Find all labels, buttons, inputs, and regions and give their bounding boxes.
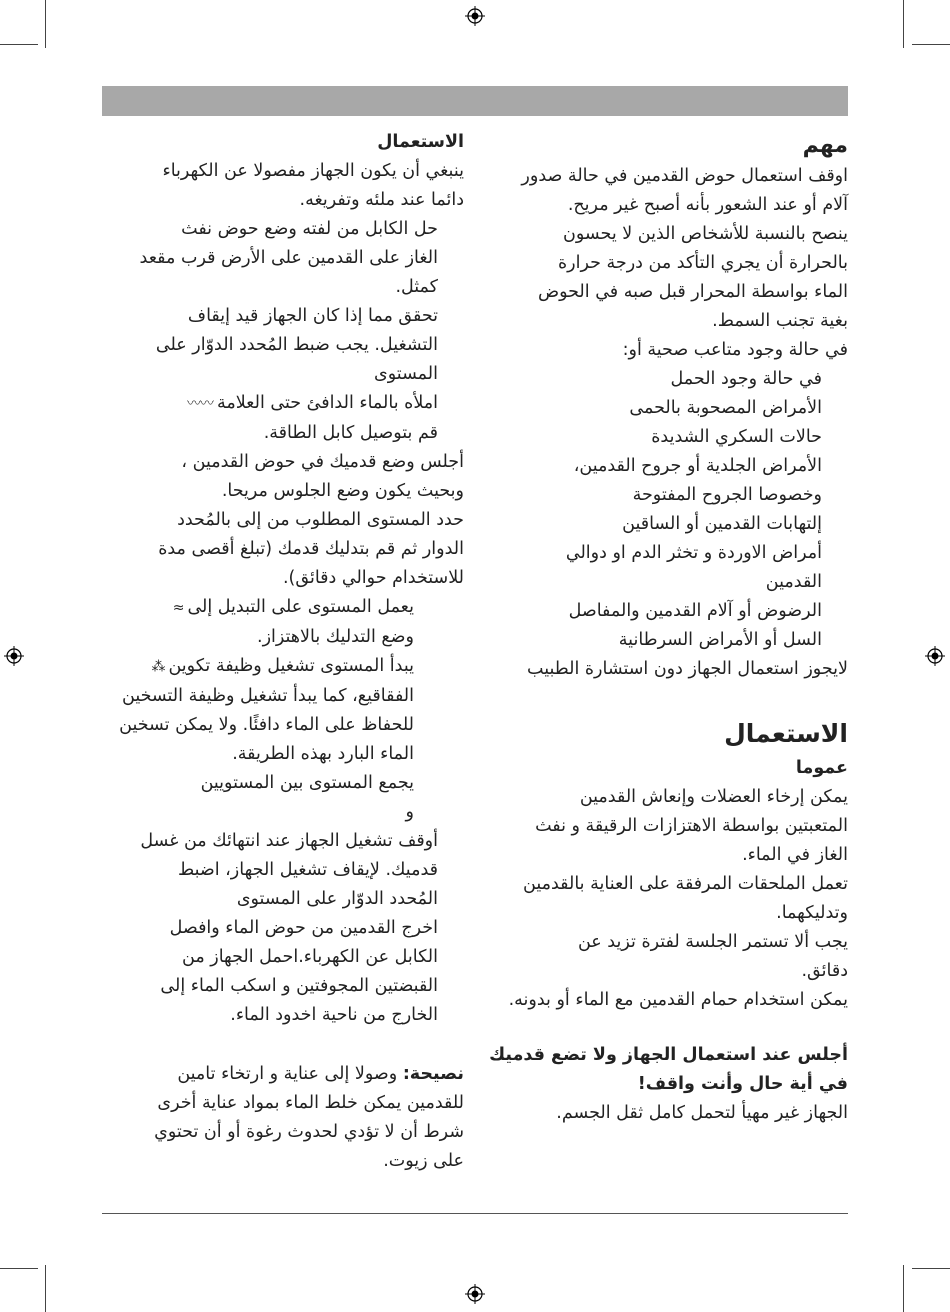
step-line: التشغيل. يجب ضبط المُحدد الدوّار على [155,335,438,355]
important-line: بغية تجنب السمط. [712,311,848,331]
massage-icon: ≈ [172,600,184,616]
level-line: الفقاقيع، كما يبدأ تشغيل وظيفة التسخين [122,686,414,706]
warning-body: الجهاز غير مهيأ لتحمل كامل ثقل الجسم. [556,1103,848,1123]
warning-line: في أية حال وأنت واقف! [637,1074,848,1094]
crop-mark [903,1265,904,1312]
level-line: وضع التدليك بالاهتزاز. [257,627,414,647]
general-line: يمكن إرخاء العضلات وإنعاش القدمين [579,787,848,807]
level-line: يجمع المستوى بين المستويين [200,773,414,793]
step-line: أجلس وضع قدميك في حوض القدمين ، [181,452,464,472]
important-line: اوقف استعمال حوض القدمين في حالة صدور [521,166,848,186]
tip-line [102,1060,464,1089]
registration-mark-icon [465,6,485,26]
step-line: القبضتين المجوفتين و اسكب الماء إلى [160,976,438,996]
crop-mark [912,44,950,45]
tip-text: وصولا إلى عناية و ارتخاء تامين [177,1064,398,1084]
step-line: الكابل عن الكهرباء.احمل الجهاز من [182,947,438,967]
general-line: تعمل الملحقات المرفقة على العناية بالقدمين [523,874,848,894]
right-column [488,130,848,1128]
step-line: تحقق مما إذا كان الجهاز قيد إيقاف [187,306,438,326]
general-line: يجب ألا تستمر الجلسة لفترة تزيد عن [577,932,848,952]
level-line [102,652,464,682]
left-column [102,128,464,1176]
level-line [102,593,464,623]
intro-line: دائما عند ملئه وتفريغه. [299,190,464,210]
level-text: يبدأ المستوى تشغيل وظيفة تكوين [168,656,414,676]
step-text: املأه بالماء الدافئ حتى العلامة [216,393,438,413]
important-line: ينصح بالنسبة للأشخاص الذين لا يحسون [563,224,848,244]
health-item: حالات السكري الشديدة [651,427,822,447]
health-item: إلتهابات القدمين أو الساقين [622,514,822,534]
step-line: وبحيث يكون وضع الجلوس مريحا. [221,481,464,501]
step-line: الغاز على القدمين على الأرض قرب مقعد [139,248,438,268]
crop-mark [0,1268,38,1269]
crop-mark [0,44,38,45]
health-item: القدمين [765,572,822,592]
general-title: عموما [795,758,848,778]
usage-title: الاستعمال [724,719,848,748]
step-line: الخارج من ناحية اخدود الماء. [230,1005,438,1025]
health-item: الأمراض المصحوبة بالحمى [629,398,822,418]
step-line: كمثل. [395,277,438,297]
wave-icon: 〰〰 [186,396,213,412]
crop-mark [912,1268,950,1269]
bubble-icon: ⁂ [151,659,165,675]
tip-line: على زيوت. [383,1151,464,1171]
step-line: اخرج القدمين من حوض الماء وافصل [169,918,438,938]
step-line: حل الكابل من لفته وضع حوض نفث [181,219,438,239]
warning-line: أجلس عند استعمال الجهاز ولا تضع قدميك [489,1045,848,1065]
step-line: قم بتوصيل كابل الطاقة. [263,423,438,443]
general-line: الغاز في الماء. [742,845,848,865]
crop-mark [45,0,46,48]
intro-line: ينبغي أن يكون الجهاز مفصولا عن الكهرباء [162,161,464,181]
important-title: مهم [802,133,848,158]
step-line: الدوار ثم قم بتدليك قدمك (تبلغ أقصى مدة [158,539,464,559]
health-item: في حالة وجود الحمل [670,369,822,389]
tip-label: نصيحة: [402,1064,464,1084]
level-line: و [405,802,414,822]
header-band [102,86,848,116]
step-line: قدميك. لإيقاف تشغيل الجهاز، اضبط [177,860,438,880]
health-item: الأمراض الجلدية أو جروح القدمين، [573,456,822,476]
tip-line: للقدمين يمكن خلط الماء بمواد عناية أخرى [157,1093,464,1113]
registration-mark-icon [925,646,945,666]
step-line: للاستخدام حوالي دقائق). [282,568,464,588]
important-line: الماء بواسطة المحرار قبل صبه في الحوض [537,282,848,302]
general-line: وتدليكهما. [776,903,848,923]
health-item: السل أو الأمراض السرطانية [618,630,822,650]
level-text: يعمل المستوى على التبديل إلى [187,597,414,617]
health-item: أمراض الاوردة و تخثر الدم او دوالي [565,543,822,563]
step-line: المُحدد الدوّار على المستوى [236,889,438,909]
registration-mark-icon [465,1284,485,1304]
level-line: للحفاظ على الماء دافئًا. ولا يمكن تسخين [119,715,414,735]
important-line: بالحرارة أن يجري التأكد من درجة حرارة [558,253,848,273]
crop-mark [903,0,904,48]
step-line: حدد المستوى المطلوب من إلى بالمُحدد [177,510,464,530]
tip-line: شرط أن لا تؤدي لحدوث رغوة أو أن تحتوي [154,1122,464,1142]
level-line: الماء البارد بهذه الطريقة. [232,744,414,764]
health-intro: في حالة وجود متاعب صحية أو: [622,340,848,360]
registration-mark-icon [4,646,24,666]
health-outro: لايجوز استعمال الجهاز دون استشارة الطبيب [527,659,848,679]
crop-mark [45,1265,46,1312]
general-line: دقائق. [801,961,848,981]
general-line: المتعبتين بواسطة الاهتزازات الرقيقة و نفث [535,816,848,836]
step-line: المستوى [374,364,438,384]
usage-title: الاستعمال [377,132,464,152]
step-line [102,389,464,419]
health-item: وخصوصا الجروح المفتوحة [632,485,822,505]
step-line: أوقف تشغيل الجهاز عند انتهائك من غسل [140,831,438,851]
footer-rule [102,1213,848,1214]
health-item: الرضوض أو آلام القدمين والمفاصل [568,601,822,621]
general-line: يمكن استخدام حمام القدمين مع الماء أو بدونه. [508,990,848,1010]
important-line: آلام أو عند الشعور بأنه أصبح غير مريح. [567,195,848,215]
